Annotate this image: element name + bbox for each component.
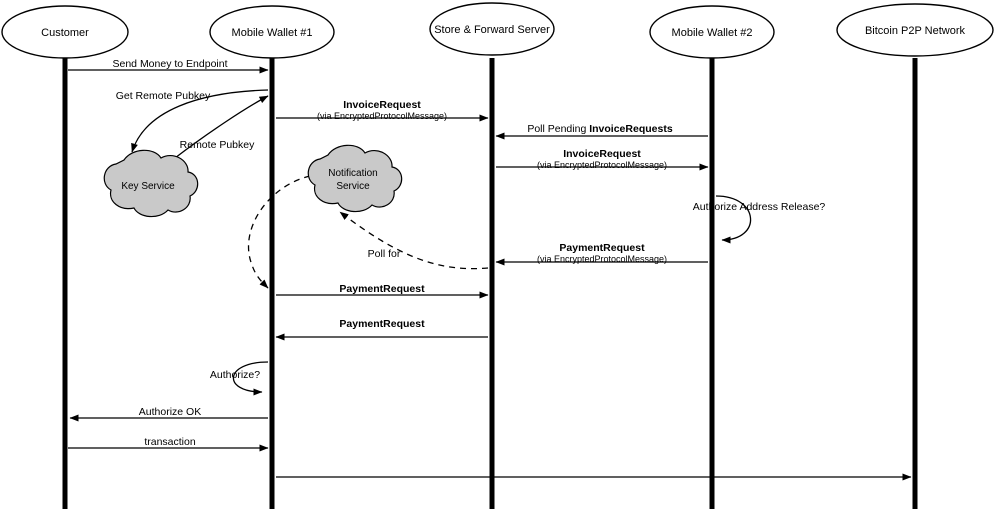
msg-poll-pending-invoice-requests: Poll Pending InvoiceRequests — [527, 123, 673, 135]
cloud-key-service[interactable] — [104, 150, 197, 216]
cloud-notification-service[interactable] — [308, 145, 401, 211]
actor-label-network: Bitcoin P2P Network — [864, 24, 966, 37]
msg-get-remote-pubkey: Get Remote Pubkey — [115, 90, 211, 102]
cloud-label-notification-service-2: Service — [336, 181, 370, 192]
msg-authorize-address-release: Authorize Address Release? — [692, 201, 826, 213]
msg-payment-request-1-sub: (via EncryptedProtocolMessage) — [536, 254, 668, 264]
actor-label-customer: Customer — [41, 26, 89, 39]
msg-payment-request-2: PaymentRequest — [339, 318, 425, 330]
msg-invoice-request-2-sub: (via EncryptedProtocolMessage) — [536, 160, 668, 170]
msg-authorize: Authorize OK — [138, 406, 202, 418]
msg-invoice-request-1-sub: (via EncryptedProtocolMessage) — [316, 111, 448, 121]
msg-call-notification-url: Poll for — [367, 248, 401, 260]
msg-authorize-ok: transaction — [144, 436, 196, 448]
cloud-label-notification-service-1: Notification — [328, 168, 378, 179]
msg-remote-pubkey: Remote Pubkey — [179, 139, 255, 151]
msg-invoice-request-2: InvoiceRequest — [563, 148, 641, 160]
arrow-call-notification-url — [340, 212, 488, 269]
msg-send-money: Send Money to Endpoint — [112, 58, 228, 70]
msg-payment-request-1: PaymentRequest — [559, 242, 645, 254]
actor-label-server: Store & Forward Server — [434, 23, 550, 36]
actor-label-wallet2: Mobile Wallet #2 — [671, 26, 753, 39]
arrow-notification-to-wallet1 — [249, 176, 310, 288]
msg-poll-for-payment-request: PaymentRequest — [339, 283, 425, 295]
actor-label-wallet1: Mobile Wallet #1 — [231, 26, 313, 39]
msg-validate-and-decrypt: Authorize? — [209, 369, 261, 381]
cloud-label-key-service: Key Service — [121, 181, 175, 192]
msg-invoice-request-1: InvoiceRequest — [343, 99, 421, 111]
